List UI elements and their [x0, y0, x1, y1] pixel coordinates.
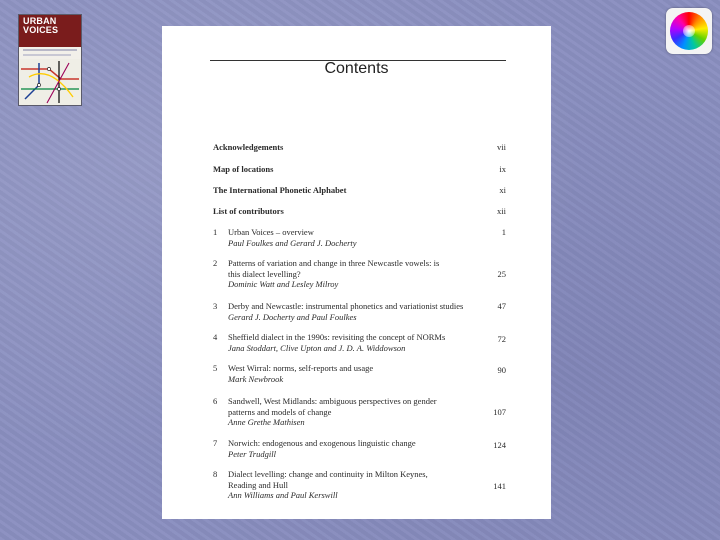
entry-label: The International Phonetic Alphabet — [213, 185, 347, 195]
chapter-number: 2 — [213, 258, 218, 268]
chapter-number: 7 — [213, 438, 218, 448]
page-number: 47 — [497, 301, 506, 311]
tube-map-icon — [19, 59, 81, 105]
chapter-number: 3 — [213, 301, 218, 311]
chapter-number: 6 — [213, 396, 218, 406]
book-cover-subtitle-line — [23, 54, 71, 56]
page-number: xii — [497, 206, 506, 216]
page-number: xi — [499, 185, 506, 195]
chapter-title-line: this dialect levelling? — [228, 268, 301, 279]
chapter-author: Dominic Watt and Lesley Milroy — [228, 279, 339, 289]
book-cover-title-line1: URBAN — [23, 16, 57, 26]
chapter-title-line: Dialect levelling: change and continuity in Milton Keynes, — [228, 469, 428, 479]
chapter-number: 1 — [213, 227, 218, 237]
page-number: 124 — [493, 440, 506, 450]
book-cover-title — [23, 17, 58, 35]
front-matter-entry — [213, 142, 533, 153]
page-number: 1 — [501, 227, 506, 237]
book-cover-subtitle-line — [23, 49, 77, 51]
chapter-title-line: Norwich: endogenous and exogenous linguistic change — [228, 438, 416, 448]
chapter-number: 8 — [213, 469, 218, 479]
chapter-title-line: Derby and Newcastle: instrumental phonetics and variationist studies — [228, 301, 464, 311]
page-number: 141 — [493, 481, 506, 491]
book-cover-thumbnail — [18, 14, 82, 106]
color-wheel-icon — [666, 8, 712, 54]
front-matter-entry — [213, 206, 533, 217]
page-number: 90 — [497, 365, 506, 375]
chapter-author: Anne Grethe Mathisen — [228, 417, 305, 427]
page-number: vii — [497, 142, 506, 152]
page-number: 25 — [497, 269, 506, 279]
chapter-author: Paul Foulkes and Gerard J. Docherty — [228, 237, 357, 248]
entry-label: Acknowledgements — [213, 142, 284, 152]
chapter-title-line: Urban Voices – overview — [228, 227, 314, 237]
chapter-author: Peter Trudgill — [228, 448, 276, 459]
chapter-number: 4 — [213, 332, 218, 342]
color-wheel-hub — [683, 25, 695, 37]
page-number: 72 — [497, 334, 506, 344]
chapter-author: Mark Newbrook — [228, 373, 284, 384]
front-matter-entry — [213, 185, 533, 196]
page-number: 107 — [493, 407, 506, 417]
chapter-title-line: West Wirral: norms, self-reports and usage — [228, 363, 374, 373]
chapter-author: Jana Stoddart, Clive Upton and J. D. A. Widdowson — [228, 342, 406, 353]
chapter-title-line: patterns and models of change — [228, 406, 332, 417]
chapter-title-line: Sheffield dialect in the 1990s: revisiting the concept of NORMs — [228, 332, 446, 342]
entry-label: Map of locations — [213, 164, 274, 174]
page-title: Contents — [324, 60, 389, 77]
book-cover-title-line2: VOICES — [23, 25, 59, 35]
contents-page — [162, 26, 551, 519]
chapter-title-line: Patterns of variation and change in three Newcastle vowels: is — [228, 258, 440, 268]
chapter-title-line: Sandwell, West Midlands: ambiguous perspectives on gender — [228, 396, 437, 406]
entry-label: List of contributors — [213, 206, 284, 216]
chapter-author: Ann Williams and Paul Kerswill — [228, 490, 338, 500]
chapter-number: 5 — [213, 363, 218, 373]
page-number: ix — [499, 164, 506, 174]
front-matter-entry — [213, 164, 533, 175]
chapter-title-line: Reading and Hull — [228, 479, 288, 490]
chapter-author: Gerard J. Docherty and Paul Foulkes — [228, 311, 357, 322]
